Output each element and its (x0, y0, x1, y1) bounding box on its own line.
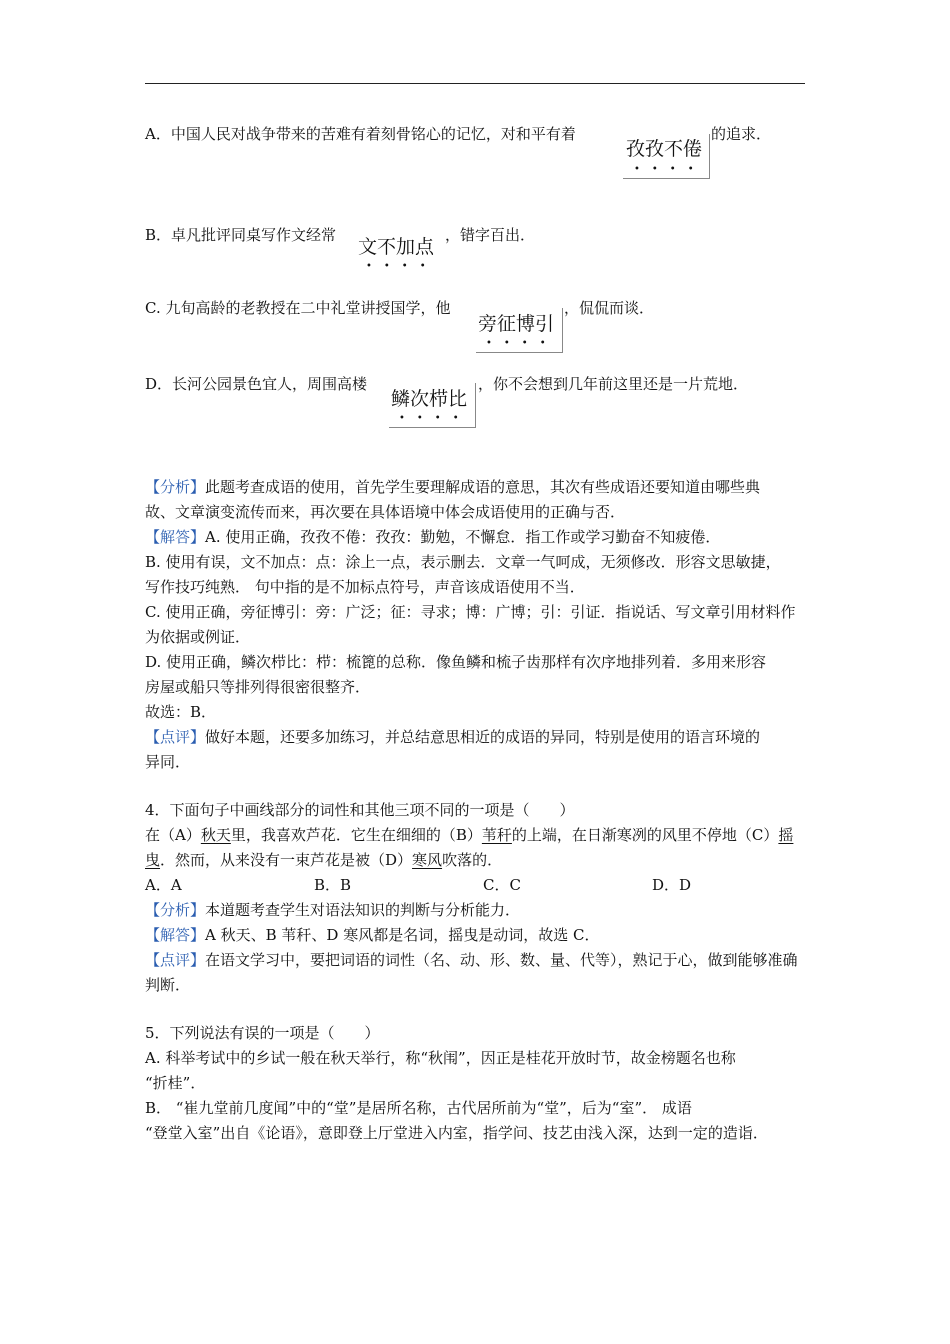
q5-option-b: B． “崔九堂前几度闻”中的“堂”是居所名称，古代居所前为“堂”，后为“室”． 成语 (145, 1099, 692, 1117)
emphasis-dots-a: •••• (634, 164, 706, 175)
tag-comment: 【点评】 (145, 728, 206, 746)
underlined-word-b: 苇秆 (481, 826, 512, 844)
q5-stem: 5．下列说法有误的一项是（ ） (145, 1024, 380, 1042)
q3-comment-cont: 异同． (145, 753, 191, 771)
option-a-text: A．中国人民对战争带来的苦难有着刻骨铭心的记忆，对和平有着 (145, 125, 576, 143)
tag-analysis: 【分析】 (145, 478, 206, 496)
q5-option-a-cont: “折桂”． (145, 1074, 206, 1092)
q4-option-a: A．A (145, 876, 182, 894)
q4-sentence: 在（A）秋天里，我喜欢芦花．它生在细细的（B）苇秆的上端，在日渐寒冽的风里不停地（C）摇 (145, 826, 794, 844)
option-a (145, 124, 576, 144)
option-b-suffix: ，错字百出． (445, 226, 536, 244)
q5-option-a: A. 科举考试中的乡试一般在秋天举行，称“秋闱”，因正是桂花开放时节，故金榜题名也称 (145, 1049, 736, 1067)
q4-analysis: 【分析】本道题考查学生对语法知识的判断与分析能力． (145, 901, 521, 919)
tag-analysis: 【分析】 (145, 901, 206, 919)
q3-answer-c: C. 使用正确，旁征博引：旁：广泛；征：寻求；博：广博；引：引证．指说话、写文章引用材料作 (145, 603, 796, 621)
idiom-a: 孜孜不倦 (626, 138, 703, 160)
option-c: C. 九旬高龄的老教授在二中礼堂讲授国学，他 (145, 299, 451, 317)
emphasis-dots-b: •••• (366, 261, 438, 272)
option-c-suffix: ，侃侃而谈． (564, 299, 655, 317)
q4-answer: 【解答】A 秋天、B 苇秆、D 寒风都是名词，摇曳是动词，故选 C． (145, 926, 600, 944)
q3-choice: 故选：B． (145, 703, 217, 721)
tag-comment: 【点评】 (145, 951, 206, 969)
option-b: B．卓凡批评同桌写作文经常 (145, 226, 337, 244)
q4-comment-cont: 判断． (145, 976, 191, 994)
underlined-word-a: 秋天 (200, 826, 231, 844)
q4-sentence-cont: 曳．然而，从来没有一束芦花是被（D）寒风吹落的． (145, 851, 503, 869)
q4-option-b: B．B (314, 876, 352, 894)
q3-answer: 【解答】A. 使用正确，孜孜不倦：孜孜：勤勉，不懈怠．指工作或学习勤奋不知疲倦． (145, 528, 721, 546)
option-d: D．长河公园景色宜人，周围高楼 (145, 375, 368, 393)
emphasis-dots-d: •••• (399, 413, 471, 424)
tag-answer: 【解答】 (145, 528, 206, 546)
q4-option-d: D．D (652, 876, 692, 894)
option-d-suffix: ，你不会想到几年前这里还是一片荒地． (478, 375, 749, 393)
q3-answer-d-cont: 房屋或船只等排列得很密很整齐． (145, 678, 371, 696)
emphasis-dots-c: •••• (486, 338, 558, 349)
underlined-word-c-cont: 曳 (145, 851, 161, 869)
tag-answer: 【解答】 (145, 926, 206, 944)
q3-comment: 【点评】做好本题，还要多加练习，并总结意思相近的成语的异同，特别是使用的语言环境的 (145, 728, 761, 746)
idiom-b: 文不加点 (358, 236, 435, 258)
q3-analysis: 【分析】此题考查成语的使用，首先学生要理解成语的意思，其次有些成语还要知道由哪些典 (145, 478, 761, 496)
q4-comment: 【点评】在语文学习中，要把词语的词性（名、动、形、数、量、代等），熟记于心，做到能够准确 (145, 951, 798, 969)
q3-answer-c-cont: 为依据或例证． (145, 628, 251, 646)
q5-option-b-cont: “登堂入室”出自《论语》，意即登上厅堂进入内室，指学问、技艺由浅入深，达到一定的造诣． (145, 1124, 768, 1142)
option-a-suffix: 的追求． (711, 125, 772, 143)
q3-analysis-cont: 故、文章演变流传而来，再次要在具体语境中体会成语使用的正确与否． (145, 503, 626, 521)
q4-stem: 4．下面句子中画线部分的词性和其他三项不同的一项是（ ） (145, 801, 575, 819)
header-rule (145, 83, 805, 84)
idiom-c: 旁征博引 (478, 313, 555, 335)
q3-answer-b-cont: 写作技巧纯熟． 句中指的是不加标点符号，声音该成语使用不当． (145, 578, 585, 596)
q3-answer-d: D. 使用正确，鳞次栉比：栉：梳篦的总称．像鱼鳞和梳子齿那样有次序地排列着．多用来形容 (145, 653, 767, 671)
underlined-word-c: 摇 (778, 826, 794, 844)
q3-answer-b: B. 使用有误，文不加点：点：涂上一点，表示删去．文章一气呵成，无须修改．形容文思敏捷， (145, 553, 781, 571)
q4-option-c: C．C (483, 876, 521, 894)
idiom-d: 鳞次栉比 (391, 388, 468, 410)
underlined-word-d: 寒风 (412, 851, 443, 869)
